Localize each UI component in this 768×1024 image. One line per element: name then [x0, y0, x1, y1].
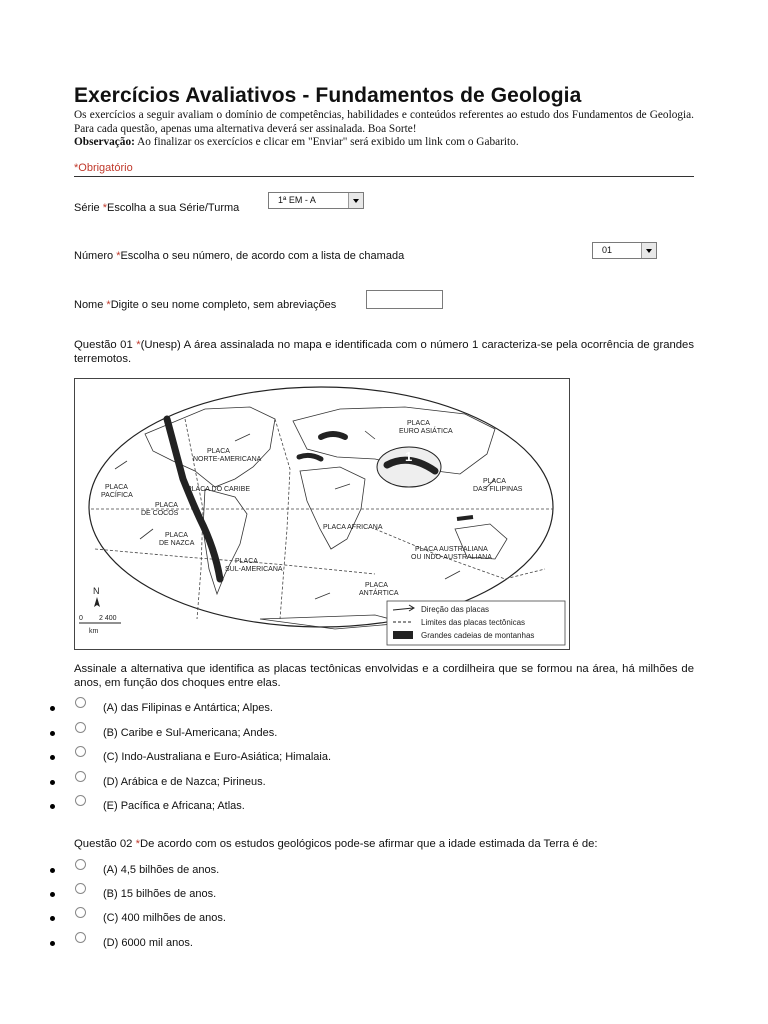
question-1-option-a[interactable] — [50, 701, 550, 721]
bullet-icon — [50, 731, 55, 736]
required-star: * — [106, 299, 111, 311]
serie-field-label — [74, 202, 239, 214]
radio-button[interactable] — [75, 746, 86, 757]
question-2-label: Questão 02 — [74, 838, 133, 850]
option-label: (C) Indo-Australiana e Euro-Asiática; Himalaia. — [103, 751, 332, 763]
question-1-label: Questão 01 — [74, 339, 133, 351]
form-header — [74, 84, 694, 177]
chevron-down-icon[interactable] — [348, 193, 363, 208]
bullet-icon — [50, 941, 55, 946]
option-label: (C) 400 milhões de anos. — [103, 912, 226, 924]
direction-arrow-icon — [235, 434, 250, 441]
legend-item: Direção das placas — [421, 605, 490, 614]
mountain-chain — [299, 455, 321, 459]
scale-zero: 0 — [79, 615, 83, 622]
bullet-icon — [50, 868, 55, 873]
radio-button[interactable] — [75, 932, 86, 943]
radio-button[interactable] — [75, 859, 86, 870]
serie-label: Série — [74, 202, 100, 214]
africa-shape — [300, 467, 365, 549]
bullet-icon — [50, 755, 55, 760]
mountain-chain — [457, 517, 473, 519]
question-2-option-c[interactable] — [50, 911, 550, 931]
nome-hint: Digite o seu nome completo, sem abreviações — [110, 299, 337, 311]
direction-arrow-icon — [115, 461, 127, 469]
mountain-chain — [167, 419, 220, 579]
numero-field-label — [74, 250, 404, 262]
radio-button[interactable] — [75, 722, 86, 733]
bullet-icon — [50, 780, 55, 785]
option-label: (E) Pacífica e Africana; Atlas. — [103, 800, 245, 812]
north-arrow-icon — [94, 597, 100, 607]
direction-arrow-icon — [445, 571, 460, 579]
plate-label-pacifica: PLACA PACÍFICA — [101, 484, 133, 499]
required-note: *Obrigatório — [74, 162, 694, 177]
radio-button[interactable] — [75, 771, 86, 782]
question-2-statement: De acordo com os estudos geológicos pode-se afirmar que a idade estimada da Terra é de: — [139, 838, 598, 850]
scale-value: 2 400 — [99, 615, 117, 622]
mountain-chain — [321, 434, 345, 437]
question-1-option-d[interactable] — [50, 775, 550, 795]
plate-label-sulamericana: PLACA SUL-AMERICANA — [225, 558, 283, 573]
required-star: * — [116, 250, 121, 262]
question-2-option-a[interactable] — [50, 863, 550, 883]
question-1-statement: (Unesp) A área assinalada no mapa e identificada com o número 1 caracteriza-se pela ocorrência de grandes terremotos. — [74, 339, 694, 365]
form-description — [74, 109, 694, 150]
radio-button[interactable] — [75, 697, 86, 708]
scale-unit: km — [89, 628, 99, 635]
nome-input[interactable] — [366, 290, 443, 309]
nome-field-label — [74, 299, 336, 311]
direction-arrow-icon — [365, 431, 375, 439]
bullet-icon — [50, 706, 55, 711]
area-number-label: 1 — [405, 449, 413, 464]
nome-label: Nome — [74, 299, 104, 311]
numero-select[interactable] — [592, 242, 657, 259]
intro-text: Os exercícios a seguir avaliam o domínio de competências, habilidades e conteúdos referentes ao estudo dos Fundamentos de Geologia. Para cada questão, apenas uma alternativa deverá ser assinalada. Boa Sorte! — [74, 109, 694, 135]
legend-item: Limites das placas tectônicas — [421, 618, 526, 627]
option-label: (D) 6000 mil anos. — [103, 937, 193, 949]
option-label: (A) 4,5 bilhões de anos. — [103, 864, 220, 876]
serie-hint: Escolha a sua Série/Turma — [107, 202, 240, 214]
bullet-icon — [50, 804, 55, 809]
radio-button[interactable] — [75, 907, 86, 918]
question-1-option-e[interactable] — [50, 799, 550, 819]
option-label: (B) Caribe e Sul-Americana; Andes. — [103, 727, 278, 739]
plate-label-australiana: PLACA AUSTRALIANA OU INDO-AUSTRALIANA — [411, 546, 492, 561]
radio-button[interactable] — [75, 795, 86, 806]
plate-label-nazca: PLACA DE NAZCA — [159, 532, 195, 547]
north-label: N — [93, 586, 100, 596]
plate-label-cocos: PLACA DE COCOS — [141, 502, 179, 517]
radio-button[interactable] — [75, 883, 86, 894]
numero-label: Número — [74, 250, 114, 262]
required-star: * — [135, 838, 140, 850]
observation-label: Observação: — [74, 136, 135, 148]
plate-label-antartica: PLACA ANTÁRTICA — [359, 582, 399, 597]
legend-mountain-icon — [393, 631, 413, 639]
legend-item: Grandes cadeias de montanhas — [421, 631, 535, 640]
direction-arrow-icon — [315, 593, 330, 599]
direction-arrow-icon — [335, 484, 350, 489]
numero-selected-value: 01 — [602, 245, 613, 255]
serie-select[interactable] — [268, 192, 364, 209]
question-1-prompt: Assinale a alternativa que identifica as placas tectônicas envolvidas e a cordilheira que se formou na área, há milhões de anos, em função dos choques entre elas. — [74, 663, 694, 689]
option-label: (B) 15 bilhões de anos. — [103, 888, 217, 900]
question-1-option-c[interactable] — [50, 750, 550, 770]
plate-label-africana: PLACA AFRICANA — [323, 524, 383, 531]
required-star: * — [136, 339, 141, 351]
question-2-text — [74, 838, 694, 852]
plate-label-caribe: PLACA DO CARIBE — [187, 486, 251, 493]
option-label: (D) Arábica e de Nazca; Pirineus. — [103, 776, 266, 788]
question-1-option-b[interactable] — [50, 726, 550, 746]
required-star: * — [102, 202, 108, 214]
chevron-down-icon[interactable] — [641, 243, 656, 258]
tectonic-plates-map — [74, 378, 570, 650]
question-1-text — [74, 339, 694, 366]
direction-arrow-icon — [140, 529, 153, 539]
plate-label-norteamericana: PLACA NORTE-AMERICANA — [193, 448, 262, 463]
serie-selected-value: 1ª EM - A — [278, 195, 316, 205]
numero-hint: Escolha o seu número, de acordo com a lista de chamada — [120, 250, 405, 262]
plate-label-euroasiatica: PLACA EURO ASIÁTICA — [399, 420, 453, 435]
plate-label-filipinas: PLACA DAS FILIPINAS — [473, 478, 523, 493]
option-label: (A) das Filipinas e Antártica; Alpes. — [103, 702, 273, 714]
question-2-option-d[interactable] — [50, 936, 550, 956]
observation-text: Ao finalizar os exercícios e clicar em "Enviar" será exibido um link com o Gabarito. — [137, 136, 519, 148]
question-2-option-b[interactable] — [50, 887, 550, 907]
bullet-icon — [50, 916, 55, 921]
page-title: Exercícios Avaliativos - Fundamentos de Geologia — [74, 84, 582, 107]
bullet-icon — [50, 892, 55, 897]
plate-boundary — [275, 419, 290, 619]
